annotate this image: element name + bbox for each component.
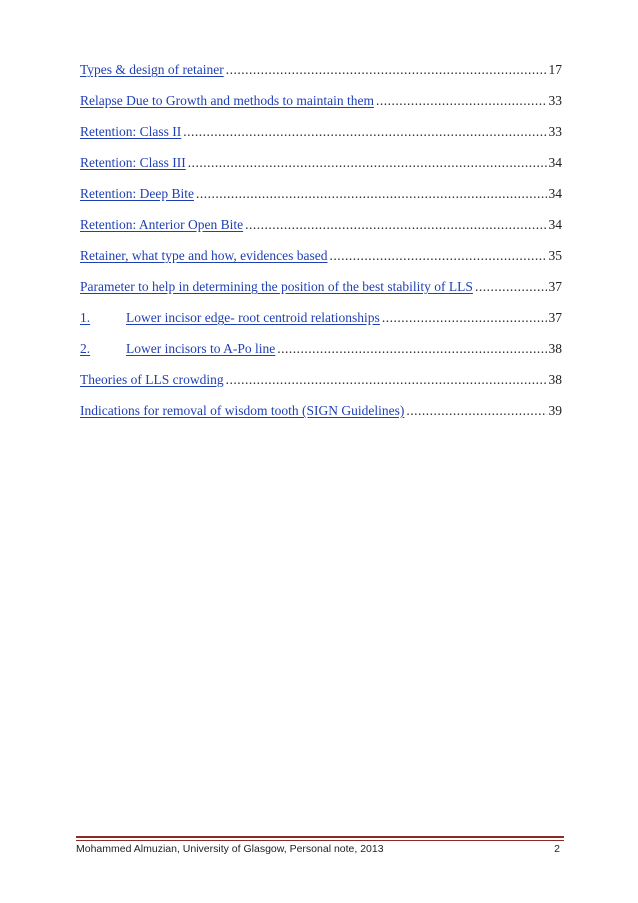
toc-entry[interactable] xyxy=(80,153,562,173)
toc-link[interactable]: Types & design of retainer xyxy=(80,62,224,77)
leader-dots xyxy=(382,308,547,328)
toc-entry[interactable] xyxy=(80,215,562,235)
toc-link[interactable]: Theories of LLS crowding xyxy=(80,372,224,387)
toc-page-number: 17 xyxy=(548,62,562,77)
toc-item-number[interactable]: 2. xyxy=(80,341,91,356)
toc-entry[interactable] xyxy=(80,339,562,359)
toc-page-number: 34 xyxy=(548,217,562,232)
toc-page-number: 33 xyxy=(548,124,562,139)
toc-page-number: 33 xyxy=(548,93,562,108)
toc-link[interactable]: Lower incisors to A-Po line xyxy=(126,341,276,356)
footer-rule xyxy=(76,836,564,838)
leader-dots xyxy=(245,215,546,235)
toc-entry[interactable] xyxy=(80,370,562,390)
footer-page-number: 2 xyxy=(554,843,560,855)
toc-page-number: 37 xyxy=(548,310,562,325)
toc-link[interactable]: Lower incisor edge- root centroid relationships xyxy=(126,310,380,325)
toc-item-number[interactable]: 1. xyxy=(80,310,91,325)
toc-page-number: 39 xyxy=(548,403,562,418)
toc-link[interactable]: Retainer, what type and how, evidences based xyxy=(80,248,328,263)
leader-dots xyxy=(277,339,546,359)
toc-link[interactable]: Relapse Due to Growth and methods to maintain them xyxy=(80,93,374,108)
leader-dots xyxy=(183,122,546,142)
toc-entry[interactable] xyxy=(80,308,562,328)
toc-entry[interactable] xyxy=(80,91,562,111)
toc-page-number: 34 xyxy=(548,186,562,201)
toc-page-number: 38 xyxy=(548,372,562,387)
leader-dots xyxy=(475,277,547,297)
footer-text: Mohammed Almuzian, University of Glasgow, Personal note, 2013 xyxy=(76,843,384,855)
toc-link[interactable]: Indications for removal of wisdom tooth (SIGN Guidelines) xyxy=(80,403,405,418)
leader-dots xyxy=(406,401,546,421)
leader-dots xyxy=(226,60,547,80)
toc-page-number: 35 xyxy=(548,248,562,263)
toc-link[interactable]: Parameter to help in determining the position of the best stability of LLS xyxy=(80,279,473,294)
toc-page-number: 37 xyxy=(548,279,562,294)
leader-dots xyxy=(226,370,547,390)
toc-link[interactable]: Retention: Anterior Open Bite xyxy=(80,217,244,232)
toc-entry[interactable] xyxy=(80,184,562,204)
toc-link[interactable]: Retention: Class II xyxy=(80,124,182,139)
toc-page-number: 38 xyxy=(548,341,562,356)
toc-page-number: 34 xyxy=(548,155,562,170)
toc-entry[interactable] xyxy=(80,277,562,297)
leader-dots xyxy=(196,184,547,204)
toc-entry[interactable] xyxy=(80,60,562,80)
toc-entry[interactable] xyxy=(80,246,562,266)
leader-dots xyxy=(188,153,547,173)
toc-entry[interactable] xyxy=(80,122,562,142)
toc-link[interactable]: Retention: Class III xyxy=(80,155,186,170)
leader-dots xyxy=(376,91,547,111)
toc-entry[interactable] xyxy=(80,401,562,421)
toc-link[interactable]: Retention: Deep Bite xyxy=(80,186,194,201)
leader-dots xyxy=(330,246,547,266)
page-footer xyxy=(76,841,560,857)
